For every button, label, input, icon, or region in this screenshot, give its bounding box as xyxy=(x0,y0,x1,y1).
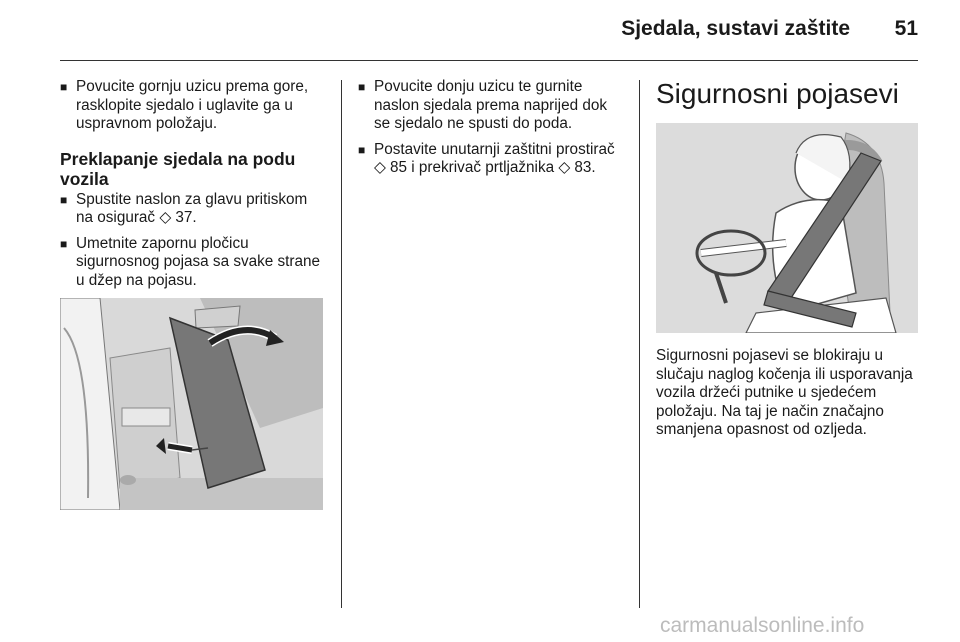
page-reference-link[interactable]: 83. xyxy=(574,159,596,176)
list-item xyxy=(358,78,626,134)
bullet-marker: ■ xyxy=(60,236,68,251)
list-item-text: Umetnite zapornu pločicu sigurnosnog pojasa sa svake strane u džep na pojasu. xyxy=(76,234,321,289)
header-rule xyxy=(60,60,918,61)
paragraph: Sigurnosni pojasevi se blokiraju u slučaju naglog kočenja ili usporavanja vozila držeći putnike u sjedećem položaju. Na taj je način značajno smanjena opasnost od ozljeda. xyxy=(656,347,913,438)
bullet-marker: ■ xyxy=(358,142,366,157)
list-item-text: i prekrivač prtljažnika xyxy=(411,159,555,176)
list-item xyxy=(358,141,626,178)
column-middle xyxy=(358,78,626,185)
page-reference-link[interactable]: 37. xyxy=(175,209,197,226)
seat-folding-illustration xyxy=(60,298,323,510)
column-divider-left xyxy=(341,80,342,608)
list-item xyxy=(60,191,328,228)
list-item-text: Povucite donju uzicu te gurnite naslon sjedala prema naprijed dok se sjedalo ne spusti do poda. xyxy=(374,78,608,132)
seat-illustration-drawing xyxy=(60,298,323,510)
bullet-marker: ■ xyxy=(60,192,68,207)
column-right xyxy=(656,78,920,440)
reference-arrow-icon: ◇ xyxy=(159,209,172,226)
list-item xyxy=(60,78,328,134)
seatbelt-illustration xyxy=(656,123,918,333)
subheading: Preklapanje sjedala na podu vozila xyxy=(60,148,296,189)
bullet-marker: ■ xyxy=(60,80,68,94)
page-reference-link[interactable]: 85 xyxy=(390,159,408,176)
list-item-text: Postavite unutarnji zaštitni prostirač xyxy=(374,140,615,158)
reference-arrow-icon: ◇ xyxy=(558,159,571,176)
seatbelt-illustration-drawing xyxy=(656,123,918,333)
column-divider-right xyxy=(639,80,640,608)
list-item-text: Spustite naslon za glavu pritiskom na osigurač xyxy=(76,190,308,226)
list-item xyxy=(60,235,328,291)
bullet-marker: ■ xyxy=(358,80,366,94)
column-left xyxy=(60,78,328,510)
page-number: 51 xyxy=(894,17,918,40)
watermark: carmanualsonline.info xyxy=(660,614,865,637)
reference-arrow-icon: ◇ xyxy=(374,159,386,176)
list-item-text: Povucite gornju uzicu prema gore, rasklopite sjedalo i uglavite ga u uspravnom položaju. xyxy=(76,78,309,132)
section-title: Sigurnosni pojasevi xyxy=(656,78,899,109)
header-title: Sjedala, sustavi zaštite xyxy=(621,17,850,40)
